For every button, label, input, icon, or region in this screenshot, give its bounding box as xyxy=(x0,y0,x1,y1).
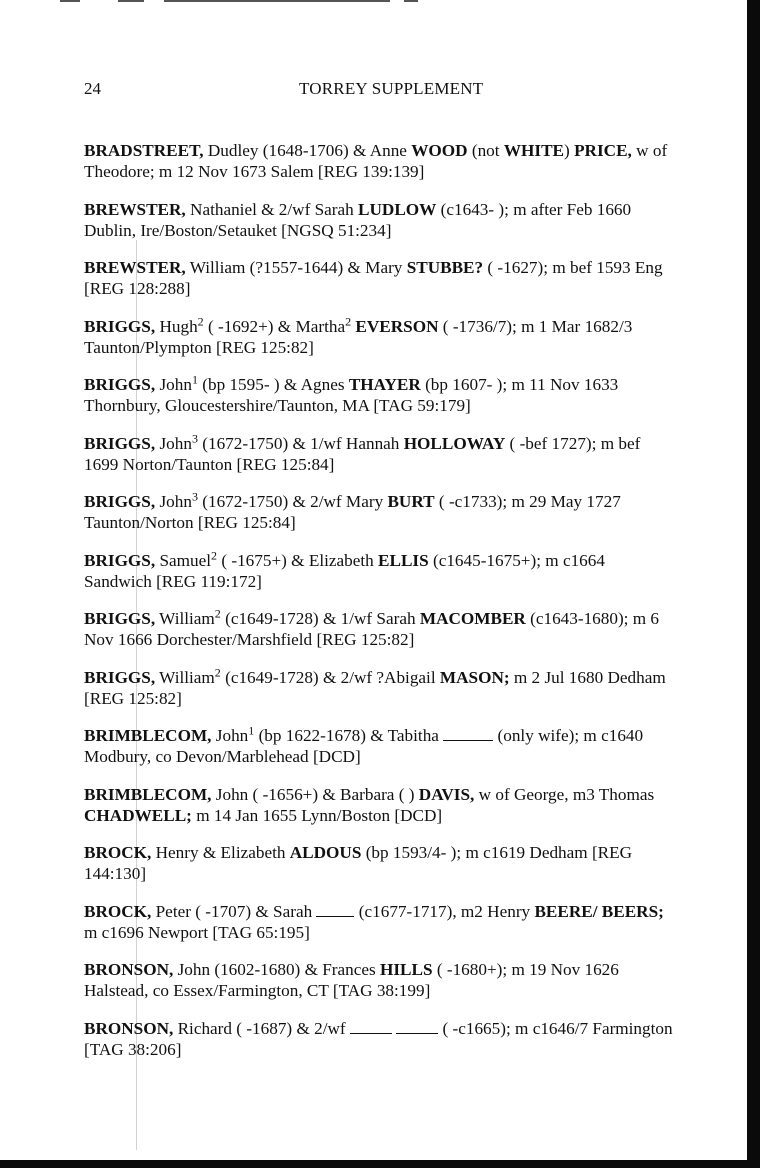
entry-text: (bp 1622-1678) & Tabitha xyxy=(254,726,444,745)
generation-number: 2 xyxy=(214,606,221,621)
running-head: TORREY SUPPLEMENT xyxy=(299,79,484,98)
scan-right-border xyxy=(747,0,760,1168)
scan-top-mark xyxy=(404,0,418,2)
surname: HILLS xyxy=(380,960,433,979)
surname: STUBBE? xyxy=(406,258,484,277)
generation-number: 2 xyxy=(345,313,352,328)
entry xyxy=(84,725,676,767)
entry xyxy=(84,842,676,884)
surname: BRIMBLECOM, xyxy=(84,784,212,804)
entry-text: Samuel xyxy=(155,550,212,570)
entry xyxy=(84,199,676,241)
scan-top-mark xyxy=(118,0,144,2)
surname: BREWSTER, xyxy=(84,258,186,277)
entry-text: John ( -1656+) & Barbara ( ) xyxy=(211,784,419,804)
entry-text: (c1643- ); m after Feb 1660 Dublin, Ire/Boston/Setauket [NGSQ 51:234] xyxy=(84,199,632,240)
entry-text: William (?1557-1644) & Mary xyxy=(185,258,407,277)
entry xyxy=(84,313,676,358)
entry xyxy=(84,430,676,475)
generation-number: 2 xyxy=(211,547,218,562)
entry-text: Nathaniel & 2/wf Sarah xyxy=(185,199,359,219)
surname: BROCK, xyxy=(84,843,152,862)
entry xyxy=(84,608,676,650)
entry-text: (bp 1595- ) & Agnes xyxy=(197,375,349,394)
surname: BRIGGS, xyxy=(84,609,156,628)
surname: WHITE xyxy=(503,141,565,160)
entry xyxy=(84,374,676,416)
entry-text: (c1677-1717), m2 Henry xyxy=(354,901,535,921)
entry-text: John xyxy=(155,492,192,511)
entry-text: William xyxy=(155,609,215,628)
surname: BURT xyxy=(387,492,435,511)
generation-number: 2 xyxy=(214,664,221,679)
entry xyxy=(84,901,676,943)
entry xyxy=(84,1018,676,1060)
entry-text: ) xyxy=(564,141,575,160)
page-number: 24 xyxy=(84,79,101,98)
entry-text: ( -1736/7); m 1 Mar 1682/3 Taunton/Plympton [REG 125:82] xyxy=(84,316,633,357)
surname: BRIGGS, xyxy=(84,375,156,394)
entry-text: (1672-1750) & 2/wf Mary xyxy=(197,492,388,511)
blank-line xyxy=(350,1020,392,1034)
entry-text: (c1649-1728) & 1/wf Sarah xyxy=(220,609,420,628)
scan-top-mark xyxy=(164,0,390,2)
entry-text: m 2 Jul 1680 Dedham [REG 125:82] xyxy=(84,667,666,708)
entry xyxy=(84,959,676,1001)
surname: BRONSON, xyxy=(84,1018,174,1038)
surname: WOOD xyxy=(411,141,468,160)
generation-number: 3 xyxy=(191,489,198,504)
entry-text: (c1645-1675+); m c1664 Sandwich [REG 119:172] xyxy=(84,550,605,591)
entry-text: Peter ( -1707) & Sarah xyxy=(151,901,317,921)
entry xyxy=(84,140,676,182)
surname: BEERE/ BEERS; xyxy=(534,901,664,921)
entry xyxy=(84,784,676,826)
blank-line xyxy=(316,903,354,917)
entry-text: ( -c1665); m c1646/7 Farmington [TAG 38:206] xyxy=(84,1018,673,1059)
entry-text: Richard ( -1687) & 2/wf xyxy=(173,1018,350,1038)
surname: LUDLOW xyxy=(358,199,437,219)
entry-text: John xyxy=(211,726,249,745)
surname: HOLLOWAY xyxy=(403,433,506,453)
surname: BROCK, xyxy=(84,901,152,921)
surname: BRONSON, xyxy=(84,960,174,979)
entry-text: John (1602-1680) & Frances xyxy=(173,960,380,979)
entry-text: ( -bef 1727); m bef 1699 Norton/Taunton [REG 125:84] xyxy=(84,433,641,474)
blank-line xyxy=(396,1020,438,1034)
entry xyxy=(84,491,676,533)
entry-text: John xyxy=(155,433,192,453)
entry-text: (bp 1607- ); m 11 Nov 1633 Thornbury, Gloucestershire/Taunton, MA [TAG 59:179] xyxy=(84,375,619,415)
surname: BRIGGS, xyxy=(84,433,156,453)
surname: DAVIS, xyxy=(418,784,475,804)
surname: BRIGGS, xyxy=(84,550,156,570)
surname: BREWSTER, xyxy=(84,199,186,219)
surname: BRIGGS, xyxy=(84,316,156,336)
entry-text: ( -1692+) & Martha xyxy=(203,316,346,336)
entry-text: w of Theodore; m 12 Nov 1673 Salem [REG 139:139] xyxy=(84,141,668,181)
surname: MASON; xyxy=(439,667,510,687)
entry-text: m 14 Jan 1655 Lynn/Boston [DCD] xyxy=(191,805,443,825)
entry-text: (1672-1750) & 1/wf Hannah xyxy=(197,433,404,453)
entry-text: Hugh xyxy=(155,316,198,336)
entry-text: (not xyxy=(467,141,504,160)
entry-text: John xyxy=(155,375,192,394)
entry xyxy=(84,257,676,299)
surname: ALDOUS xyxy=(289,843,362,862)
entries-list xyxy=(84,140,676,1076)
entry-text: Henry & Elizabeth xyxy=(151,843,290,862)
scan-bottom-border xyxy=(0,1160,760,1168)
surname: THAYER xyxy=(348,375,421,394)
blank-line xyxy=(443,727,493,741)
entry-text: Dudley (1648-1706) & Anne xyxy=(203,141,412,160)
surname: EVERSON xyxy=(355,316,439,336)
generation-number: 1 xyxy=(191,372,198,387)
entry-text: ( -1675+) & Elizabeth xyxy=(217,550,379,570)
surname: BRIGGS, xyxy=(84,667,156,687)
entry xyxy=(84,547,676,592)
surname: CHADWELL; xyxy=(84,805,192,825)
surname: BRADSTREET, xyxy=(84,141,204,160)
entry-text: ( -1680+); m 19 Nov 1626 Halstead, co Essex/Farmington, CT [TAG 38:199] xyxy=(84,960,619,1000)
entry-text: (c1649-1728) & 2/wf ?Abigail xyxy=(220,667,440,687)
entry-text: (only wife); m c1640 Modbury, co Devon/Marblehead [DCD] xyxy=(84,726,644,766)
surname: PRICE, xyxy=(574,141,632,160)
entry-text: w of George, m3 Thomas xyxy=(474,784,655,804)
surname: BRIGGS, xyxy=(84,492,156,511)
surname: BRIMBLECOM, xyxy=(84,726,212,745)
entry xyxy=(84,664,676,709)
generation-number: 2 xyxy=(197,313,204,328)
entry-text: (bp 1593/4- ); m c1619 Dedham [REG 144:130] xyxy=(84,843,633,883)
generation-number: 1 xyxy=(248,723,255,738)
entry-text: ( -c1733); m 29 May 1727 Taunton/Norton [REG 125:84] xyxy=(84,492,621,532)
surname: MACOMBER xyxy=(419,609,526,628)
generation-number: 3 xyxy=(191,430,198,445)
entry-text: m c1696 Newport [TAG 65:195] xyxy=(84,922,310,942)
entry-text: William xyxy=(155,667,215,687)
surname: ELLIS xyxy=(378,550,429,570)
entry-text: (c1643-1680); m 6 Nov 1666 Dorchester/Marshfield [REG 125:82] xyxy=(84,609,660,649)
entry-text: ( -1627); m bef 1593 Eng [REG 128:288] xyxy=(84,258,663,298)
scan-top-mark xyxy=(60,0,80,2)
